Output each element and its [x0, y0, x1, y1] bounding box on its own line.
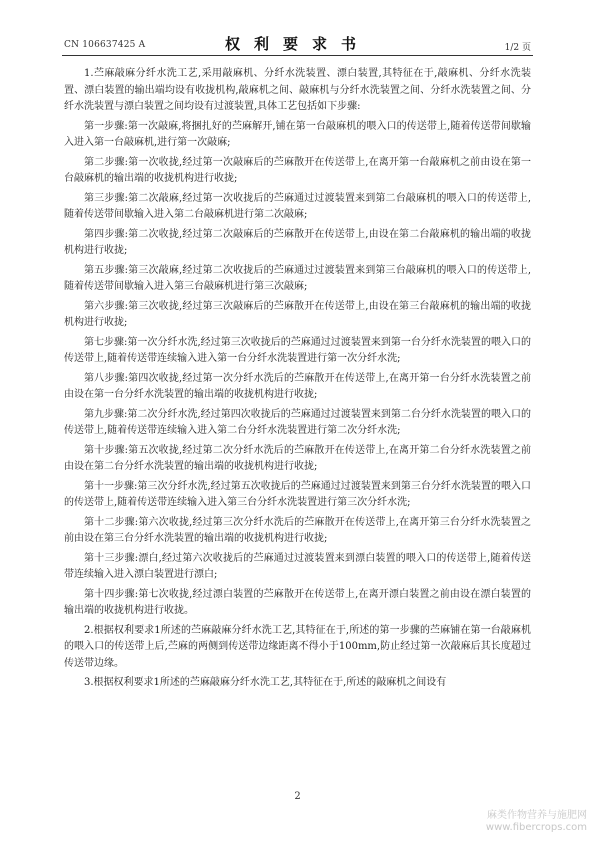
claim-1-step-8: 第八步骤:第四次收拢,经过第一次分纤水洗后的苎麻散开在传送带上,在离开第一台分纤水洗装置之前由设在第一台分纤水洗装置的输出端的收拢机构进行收拢;	[64, 372, 531, 400]
claim-1-step-6: 第六步骤:第三次收拢,经过第三次敲麻后的苎麻散开在传送带上,由设在第三台敲麻机的输出端的收拢机构进行收拢;	[64, 300, 531, 328]
site-watermark	[486, 810, 587, 834]
claim-1-step-2: 第二步骤:第一次收拢,经过第一次敲麻后的苎麻散开在传送带上,在离开第一台敲麻机之前由设在第一台敲麻机的输出端的收拢机构进行收拢;	[64, 156, 531, 184]
claim-1-step-14: 第十四步骤:第七次收拢,经过漂白装置的苎麻散开在传送带上,在离开漂白装置之前由设在漂白装置的输出端的收拢机构进行收拢。	[64, 588, 531, 616]
publication-number: CN 106637425 A	[64, 40, 146, 50]
claim-1-step-7: 第七步骤:第一次分纤水洗,经过第三次收拢后的苎麻通过过渡装置来到第一台分纤水洗装置的喂入口的传送带上,随着传送带连续输入进入第一台分纤水洗装置进行第一次分纤水洗;	[64, 336, 531, 364]
claims-body	[64, 66, 531, 695]
claim-1-step-13: 第十三步骤:漂白,经过第六次收拢后的苎麻通过过渡装置来到漂白装置的喂入口的传送带上,随着传送带连续输入进入漂白装置进行漂白;	[64, 552, 531, 580]
page-count-label: 1/2 页	[504, 43, 531, 53]
claim-1-step-12: 第十二步骤:第六次收拢,经过第三次分纤水洗后的苎麻散开在传送带上,在离开第三台分纤水洗装置之前由设在第三台分纤水洗装置的输出端的收拢机构进行收拢;	[64, 516, 531, 544]
claim-1-step-5: 第五步骤:第三次敲麻,经过第二次收拢后的苎麻通过过渡装置来到第三台敲麻机的喂入口的传送带上,随着传送带间歇输入进入第三台敲麻机进行第三次敲麻;	[64, 264, 531, 292]
claim-1-step-11: 第十一步骤:第三次分纤水洗,经过第五次收拢后的苎麻通过过渡装置来到第三台分纤水洗装置的喂入口的传送带上,随着传送带连续输入进入第三台分纤水洗装置进行第三次分纤水洗;	[64, 480, 531, 508]
claim-1-step-10: 第十步骤:第五次收拢,经过第二次分纤水洗后的苎麻散开在传送带上,在离开第二台分纤水洗装置之前由设在第二台分纤水洗装置的输出端的收拢机构进行收拢;	[64, 444, 531, 472]
claim-1-step-4: 第四步骤:第二次收拢,经过第二次敲麻后的苎麻散开在传送带上,由设在第二台敲麻机的输出端的收拢机构进行收拢;	[64, 228, 531, 256]
claim-1-step-1: 第一步骤:第一次敲麻,将捆扎好的苎麻解开,铺在第一台敲麻机的喂入口的传送带上,随着传送带间歇输入进入第一台敲麻机,进行第一次敲麻;	[64, 120, 531, 148]
claim-1-step-3: 第三步骤:第二次敲麻,经过第一次收拢后的苎麻通过过渡装置来到第二台敲麻机的喂入口的传送带上,随着传送带间歇输入进入第二台敲麻机进行第二次敲麻;	[64, 192, 531, 220]
header-divider	[62, 55, 533, 56]
claim-1-step-9: 第九步骤:第二次分纤水洗,经过第四次收拢后的苎麻通过过渡装置来到第二台分纤水洗装置的喂入口的传送带上,随着传送带连续输入进入第二台分纤水洗装置进行第二次分纤水洗;	[64, 408, 531, 436]
claim-3: 3.根据权利要求1所述的苎麻敲麻分纤水洗工艺,其特征在于,所述的敲麻机之间设有	[84, 677, 447, 688]
page-number: 2	[294, 791, 301, 802]
claim-2: 2.根据权利要求1所述的苎麻敲麻分纤水洗工艺,其特征在于,所述的第一步骤的苎麻铺在第一台敲麻机的喂入口的传送带上后,苎麻的两侧到传送带边缘距离不得小于100mm,防止经过第一次敲麻后其长度超过传送带边缘。	[64, 624, 531, 669]
watermark-site-name: 麻类作物营养与施肥网	[487, 810, 587, 821]
watermark-url: www.fibercrops.com	[485, 822, 587, 833]
page-title: 权利要求书	[224, 35, 370, 53]
claim-1-intro: 1.苎麻敲麻分纤水洗工艺,采用敲麻机、分纤水洗装置、漂白装置,其特征在于,敲麻机、分纤水洗装置、漂白装置的输出端均设有收拢机构,敲麻机之间、敲麻机与分纤水洗装置之间、分纤水洗装置之间、分纤水洗装置与漂白装置之间均设有过渡装置,具体工艺包括如下步骤:	[64, 68, 531, 112]
